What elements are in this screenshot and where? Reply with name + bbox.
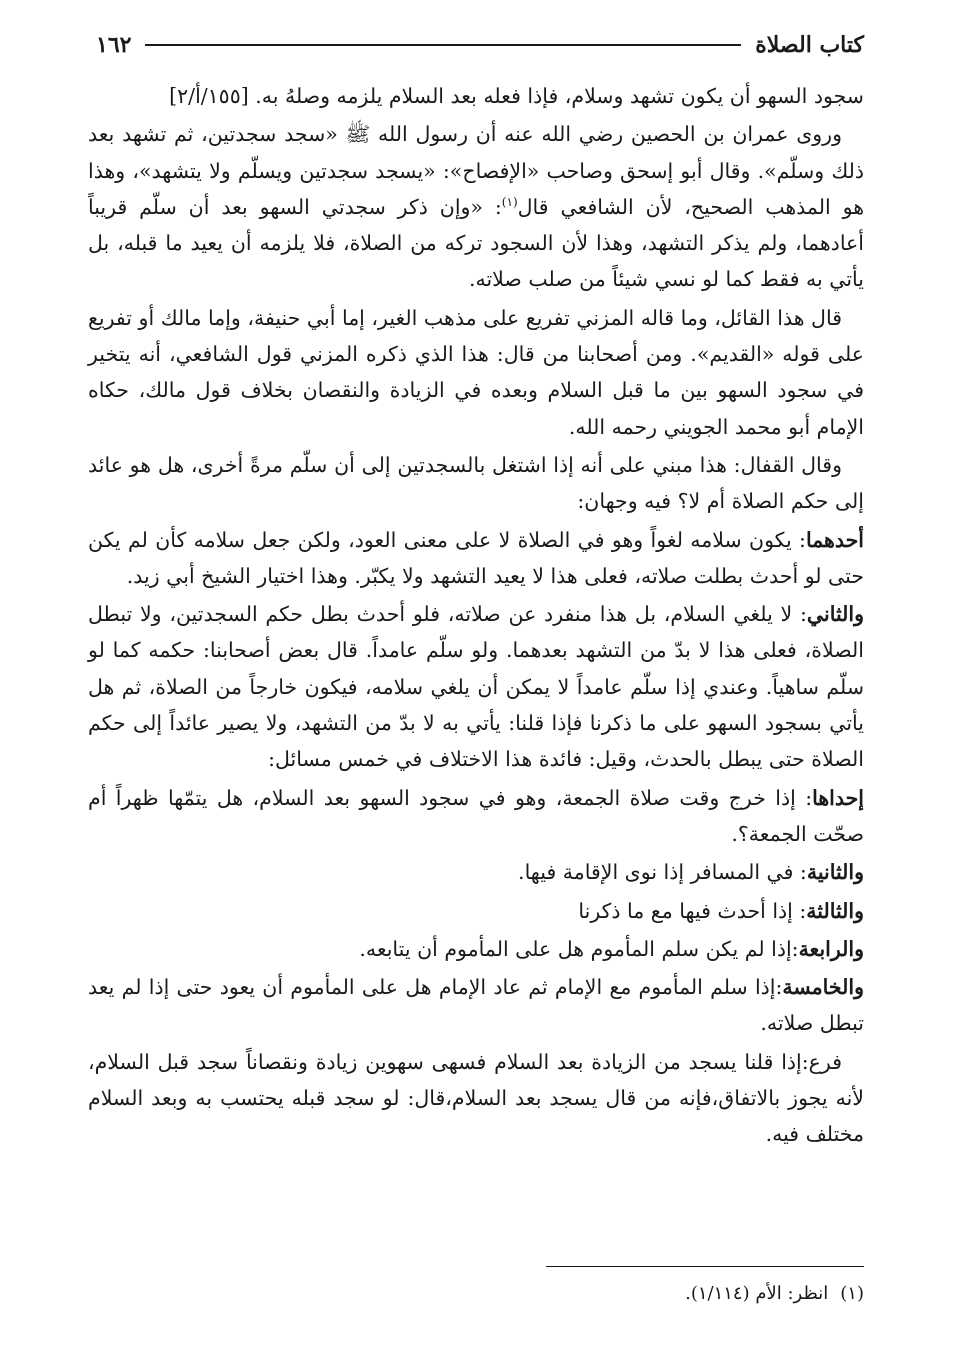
paragraph-text: : إذا خرج وقت صلاة الجمعة، وهو في سجود السهو بعد السلام، هل يتمّها ظهراً أم صحّت الجمعة؟. (88, 785, 864, 846)
paragraph-lead: أحدهما (805, 527, 864, 552)
page-header (88, 28, 864, 62)
paragraph-2 (88, 116, 864, 297)
paragraph-text: : في المسافر إذا نوى الإقامة فيها. (518, 860, 807, 885)
paragraph-11 (88, 969, 864, 1042)
page-number: ١٦٢ (96, 32, 132, 58)
footnote-marker: (١) (501, 195, 518, 210)
main-text (88, 78, 864, 1153)
paragraph-lead: والخامسة (782, 975, 864, 1000)
paragraph-text-tail: : «وإن ذكر سجدتي السهو بعد أن سلّم قريباً أعادهما، ولم يذكر التشهد، وهذا لأن السجود تركه من الصلاة، فلا يلزمه أن يعيد ما قبله، بل يأتي به فقط كما لو نسي شيئاً من صلب صلاته. (88, 194, 864, 292)
paragraph-text: : لا يلغي السلام، بل هذا منفرد عن صلاته، فلو أحدث بطل حكم السجدتين، ولا تبطل الصلاة، فعلى هذا لا بدّ من التشهد بعدهما. ولو سلّم عامداً. قال بعض أصحابنا: حكمه كما لو سلّم ساهياً. وعندي إذا سلّم عامداً لا يمكن أن يلغي سلامه، فيكون خارجاً من الصلاة، ثم هل يأتي بسجود السهو على ما ذكرنا فإذا قلنا: يأتي به لا بدّ من التشهد، ولا يصير عائداً إلى حكم الصلاة حتى يبطل بالحدث، وقيل: فائدة هذا الاختلاف في خمس مسائل: (88, 602, 864, 772)
paragraph-12 (88, 1044, 864, 1153)
paragraph-9 (88, 893, 864, 929)
paragraph-1 (88, 78, 864, 114)
paragraph-text: وروى عمران بن الحصين رضي الله عنه أن رسول الله ﷺ «سجد سجدتين، ثم تشهد بعد ذلك وسلّم». وقال أبو إسحق وصاحب «الإفصاح»: «يسجد سجدتين ويسلّم ولا يتشهد»، وهذا هو المذهب الصحيح، لأن الشافعي قال (88, 122, 865, 219)
paragraph-10 (88, 931, 864, 967)
paragraph-7 (88, 780, 864, 853)
footnote-text: انظر: الأم (١/١١٤). (685, 1283, 829, 1304)
paragraph-4 (88, 447, 864, 520)
paragraph-lead: والثاني (806, 602, 864, 627)
paragraph-lead: والثالثة (806, 898, 864, 923)
paragraph-text: :إذا سلم المأموم مع الإمام ثم عاد الإمام هل على المأموم أن يعود حتى إذا لم يعد تبطل صلاته. (88, 975, 864, 1036)
book-page (88, 28, 864, 1348)
paragraph-text: :إذا لم يكن سلم المأموم هل على المأموم أن يتابعه. (359, 936, 799, 961)
paragraph-lead: والثانية (806, 860, 864, 885)
paragraph-lead: إحداها (812, 785, 864, 810)
running-title: كتاب الصلاة (755, 32, 864, 58)
paragraph-3 (88, 300, 864, 445)
paragraph-text: سجود السهو أن يكون تشهد وسلام، فإذا فعله بعد السلام يلزمه وصلهُ به. [١٥٥/أ/٢] (169, 84, 864, 108)
footnote (685, 1280, 864, 1308)
paragraph-5 (88, 522, 864, 595)
paragraph-8 (88, 854, 864, 890)
paragraph-6 (88, 596, 864, 777)
header-rule (145, 44, 741, 46)
footnote-number: (١) (840, 1283, 864, 1304)
paragraph-text: فرع:إذا قلنا يسجد من الزيادة بعد السلام فسهى سهوين زيادة ونقصاناً سجد قبل السلام، لأنه يجوز بالاتفاق،فإنه من قال يسجد بعد السلام،قال: لو سجد قبله يحتسب به وبعد السلام مختلف فيه. (88, 1049, 864, 1147)
paragraph-lead: والرابعة (798, 936, 864, 961)
paragraph-text: وقال القفال: هذا مبني على أنه إذا اشتغل بالسجدتين إلى أن سلّم مرةً أخرى، هل هو عائد إلى حكم الصلاة أم لا؟ فيه وجهان: (88, 452, 864, 514)
paragraph-text: : يكون سلامه لغواً وهو في الصلاة لا على معنى العود، ولكن جعل سلامه كأن لم يكن حتى لو أحدث بطلت صلاته، فعلى هذا لا يعيد التشهد ولا يكبّر. وهذا اختيار الشيخ أبي زيد. (88, 527, 864, 588)
footnote-rule (546, 1266, 864, 1267)
paragraph-text: قال هذا القائل، وما قاله المزني تفريع على مذهب الغير، إما أبي حنيفة، وإما مالك أو تفريع على قوله «القديم». ومن أصحابنا من قال: هذا الذي ذكره المزني قول الشافعي، أنه يتخير في سجود السهو بين ما قبل السلام وبعده في الزيادة والنقصان بخلاف قول مالك، حكاه الإمام أبو محمد الجويني رحمه الله. (88, 305, 864, 439)
paragraph-text: : إذا أحدث فيها مع ما ذكرنا (578, 898, 807, 923)
